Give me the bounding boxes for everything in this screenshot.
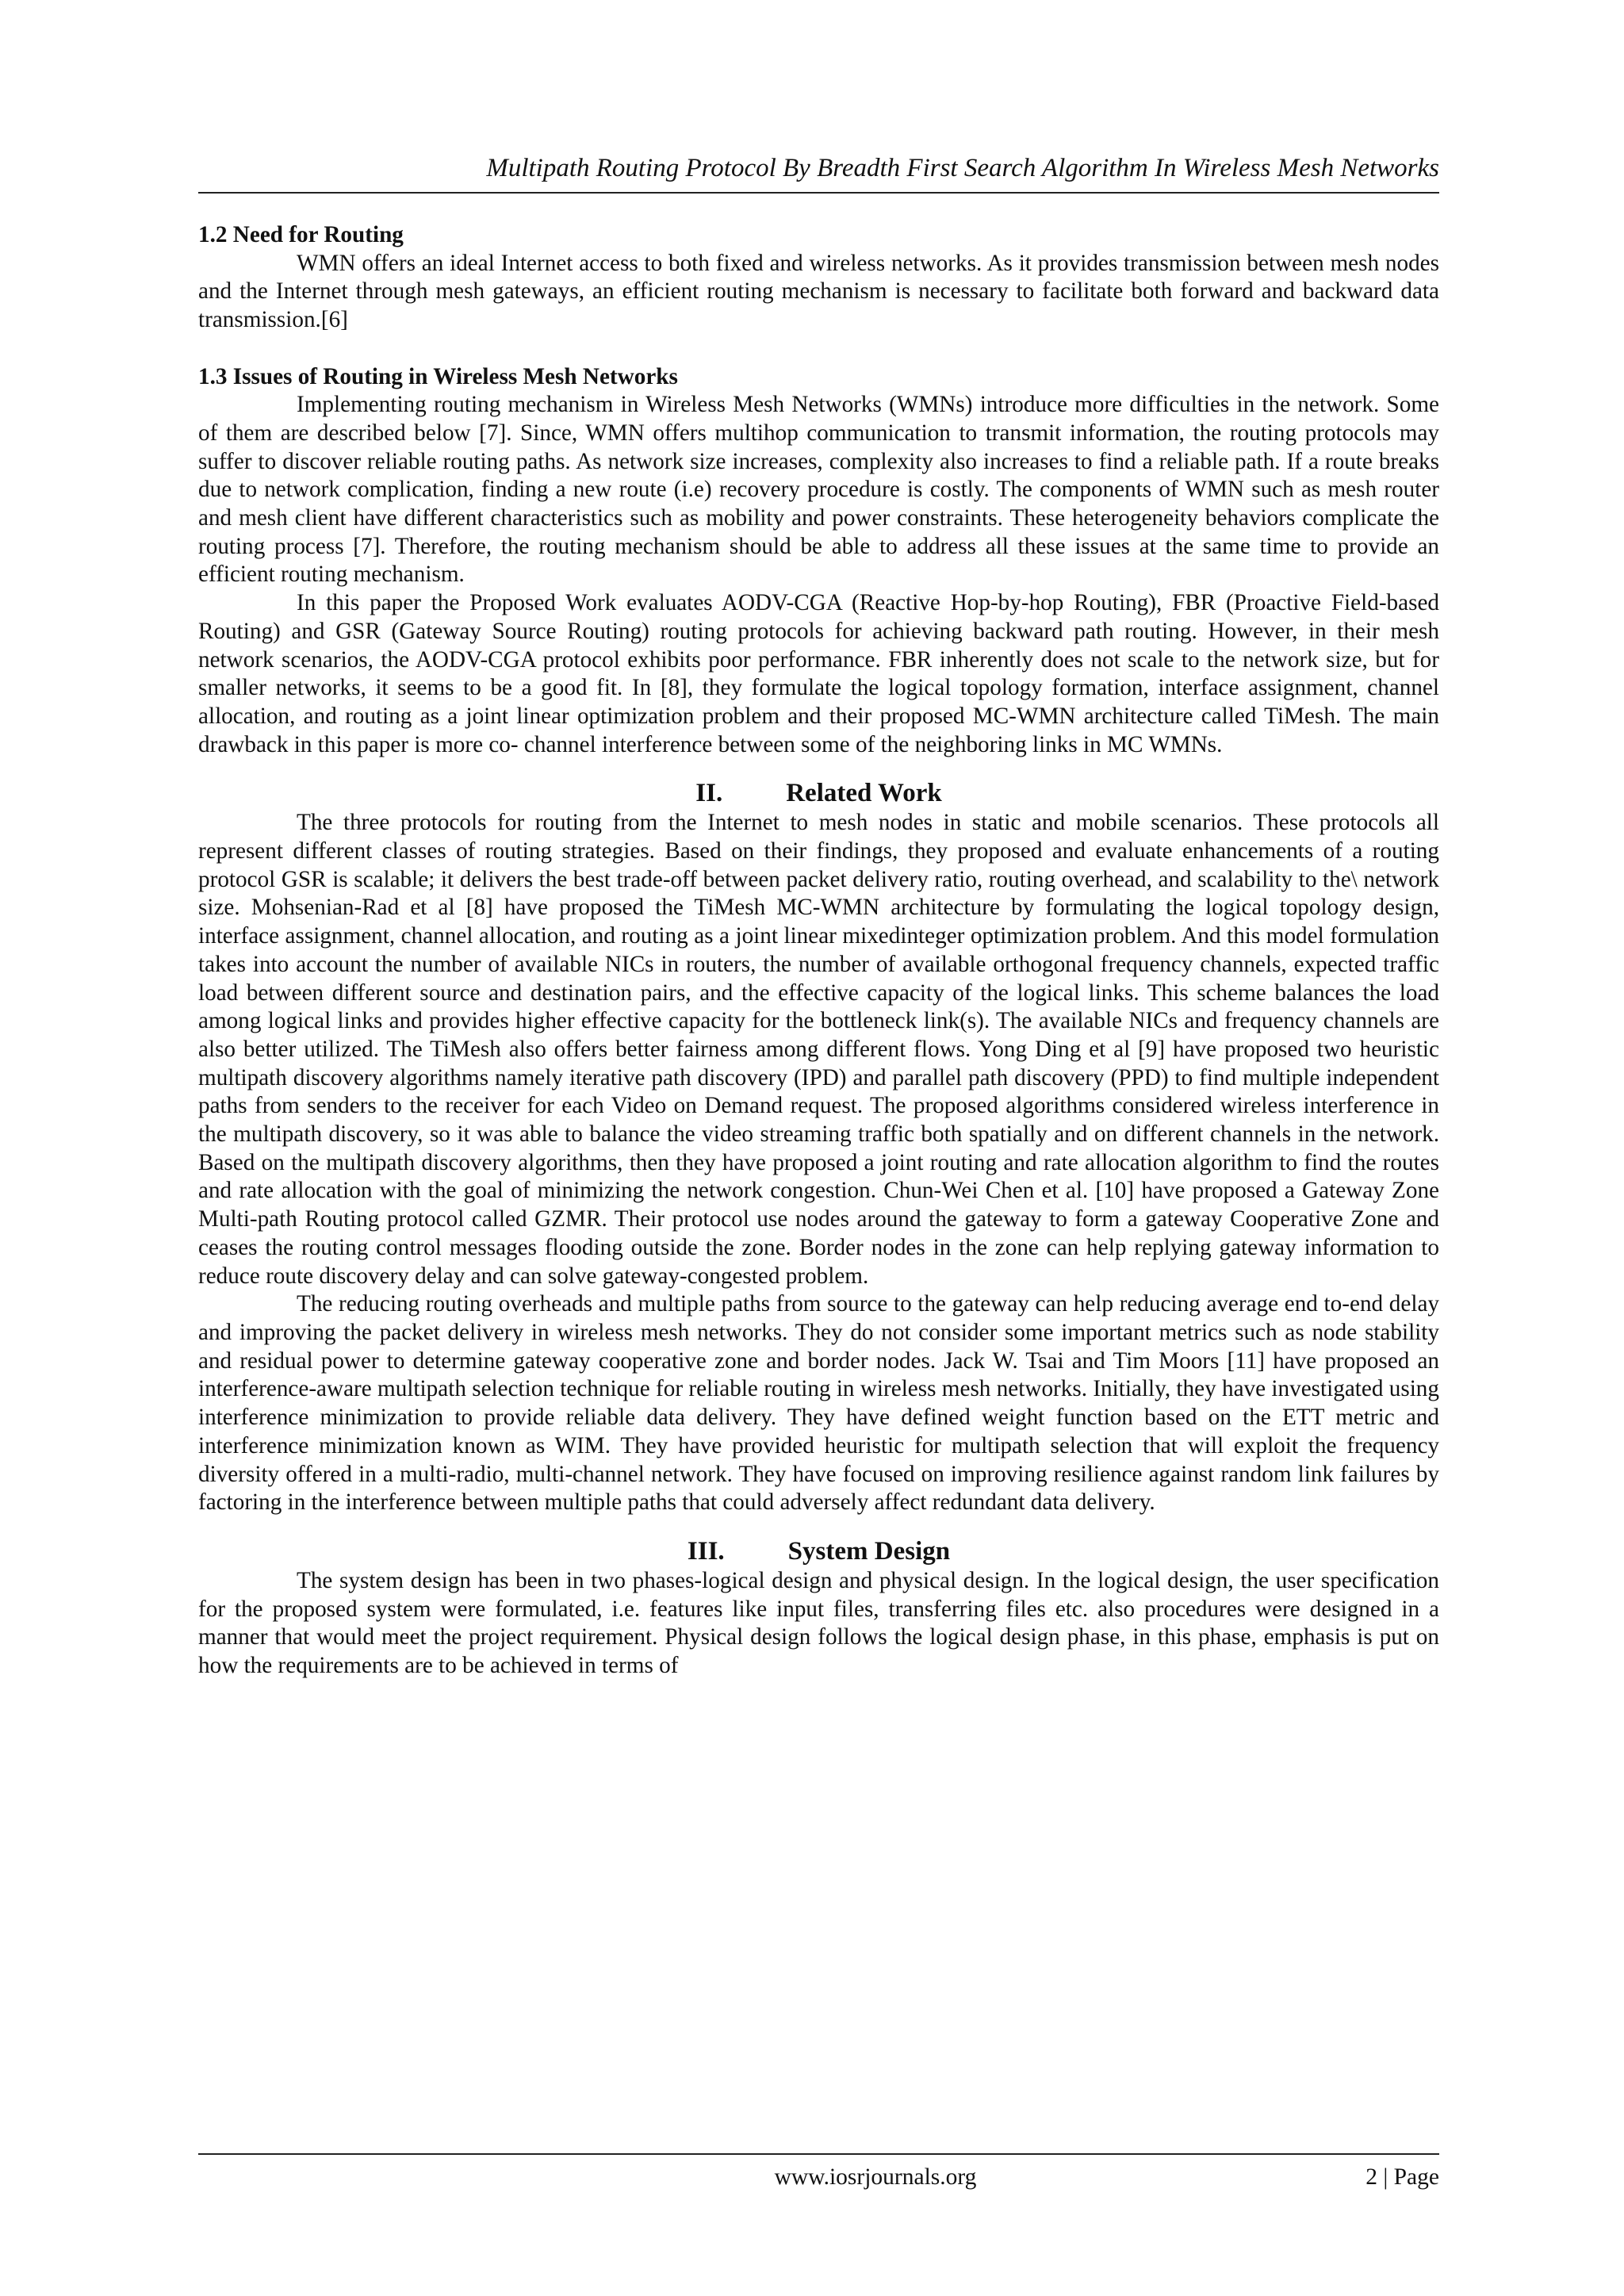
section-heading-related-work [198, 778, 1439, 808]
footer-journal-url: www.iosrjournals.org [774, 2164, 977, 2190]
subsection-heading-need-for-routing: 1.2 Need for Routing [198, 222, 404, 247]
subsection-heading-issues-of-routing: 1.3 Issues of Routing in Wireless Mesh Networks [198, 363, 678, 389]
running-header: Multipath Routing Protocol By Breadth First Search Algorithm In Wireless Mesh Networks [486, 154, 1439, 182]
footer-rule [198, 2153, 1439, 2155]
paragraph-need-for-routing: WMN offers an ideal Internet access to both fixed and wireless networks. As it provides transmission between mesh nodes and the Internet through mesh gateways, an efficient routing mechanism is necessary to facilitate both forward and backward data transmission.[6] [198, 250, 1439, 333]
paragraph-related-work-1: The three protocols for routing from the Internet to mesh nodes in static and mobile scenarios. These protocols all represent different classes of routing strategies. Based on their findings, they proposed and evaluate enhancements of a routing protocol GSR is scalable; it delivers the best trade-off between packet delivery ratio, routing overhead, and scalability to the\ network size. Mohsenian-Rad et al [8] have proposed the TiMesh MC-WMN architecture by formulating the logical topology design, interface assignment, channel allocation, and routing as a joint linear mixedinteger optimization problem. And this model formulation takes into account the number of available NICs in routers, the number of available orthogonal frequency channels, expected traffic load between different source and destination pairs, and the effective capacity of the logical links. This scheme balances the load among logical links and provides higher effective capacity for the bottleneck link(s). The available NICs and frequency channels are also better utilized. The TiMesh also offers better fairness among different flows. Yong Ding et al [9] have proposed two heuristic multipath discovery algorithms namely iterative path discovery (IPD) and parallel path discovery (PPD) to find multiple independent paths from senders to the receiver for each Video on Demand request. The proposed algorithms considered wireless interference in the multipath discovery, so it was able to balance the video streaming traffic both spatially and on different channels in the network. Based on the multipath discovery algorithms, then they have proposed a joint routing and rate allocation algorithm to find the routes and rate allocation with the goal of minimizing the network congestion. Chun-Wei Chen et al. [10] have proposed a Gateway Zone Multi-path Routing protocol called GZMR. Their protocol use nodes around the gateway to form a gateway Cooperative Zone and ceases the routing control messages flooding outside the zone. Border nodes in the zone can help replying gateway information to reduce route discovery delay and can solve gateway-congested problem. [198, 810, 1439, 1289]
section-number: III. [687, 1536, 725, 1566]
spacer [198, 335, 1439, 363]
paragraph-system-design-1: The system design has been in two phases-logical design and physical design. In the logical design, the user specification for the proposed system were formulated, i.e. features like input files, transferring files etc. also procedures were designed in a manner that would meet the project requirement. Physical design follows the logical design phase, in this phase, emphasis is put on how the requirements are to be achieved in terms of [198, 1567, 1439, 1679]
paragraph-related-work-2: The reducing routing overheads and multiple paths from source to the gateway can help reducing average end to-end delay and improving the packet delivery in wireless mesh networks. They do not consider some important metrics such as node stability and residual power to determine gateway cooperative zone and border nodes. Jack W. Tsai and Tim Moors [11] have proposed an interference-aware multipath selection technique for reliable routing in wireless mesh networks. Initially, they have investigated using interference minimization to provide reliable data delivery. They have defined weight function based on the ETT metric and interference minimization known as WIM. They have provided heuristic for multipath selection that will exploit the frequency diversity offered in a multi-radio, multi-channel network. They have focused on improving resilience against random link failures by factoring in the interference between multiple paths that could adversely affect redundant data delivery. [198, 1291, 1439, 1516]
paragraph-issues-of-routing-1: Implementing routing mechanism in Wireless Mesh Networks (WMNs) introduce more difficulties in the network. Some of them are described below [7]. Since, WMN offers multihop communication to transmit information, the routing protocols may suffer to discover reliable routing paths. As network size increases, complexity also increases to find a reliable path. If a route breaks due to network complication, finding a new route (i.e) recovery procedure is costly. The components of WMN such as mesh router and mesh client have different characteristics such as mobility and power constraints. These heterogeneity behaviors complicate the routing process [7]. Therefore, the routing mechanism should be able to address all these issues at the same time to provide an efficient routing mechanism. [198, 392, 1439, 588]
section-number: II. [695, 779, 723, 808]
footer-page-number: 2 | Page [1365, 2164, 1439, 2190]
page-content [198, 221, 1439, 1681]
section-heading-system-design [198, 1536, 1439, 1566]
paragraph-issues-of-routing-2: In this paper the Proposed Work evaluates AODV-CGA (Reactive Hop-by-hop Routing), FBR (Proactive Field-based Routing) and GSR (Gateway Source Routing) routing protocols for achieving backward path routing. However, in their mesh network scenarios, the AODV-CGA protocol exhibits poor performance. FBR inherently does not scale to the network size, but for smaller networks, it seems to be a good fit. In [8], they formulate the logical topology formation, interface assignment, channel allocation, and routing as a joint linear optimization problem and their proposed MC-WMN architecture called TiMesh. The main drawback in this paper is more co- channel interference between some of the neighboring links in MC WMNs. [198, 590, 1439, 757]
section-title: System Design [787, 1536, 951, 1566]
header-rule [198, 192, 1439, 194]
section-title: Related Work [786, 779, 942, 808]
